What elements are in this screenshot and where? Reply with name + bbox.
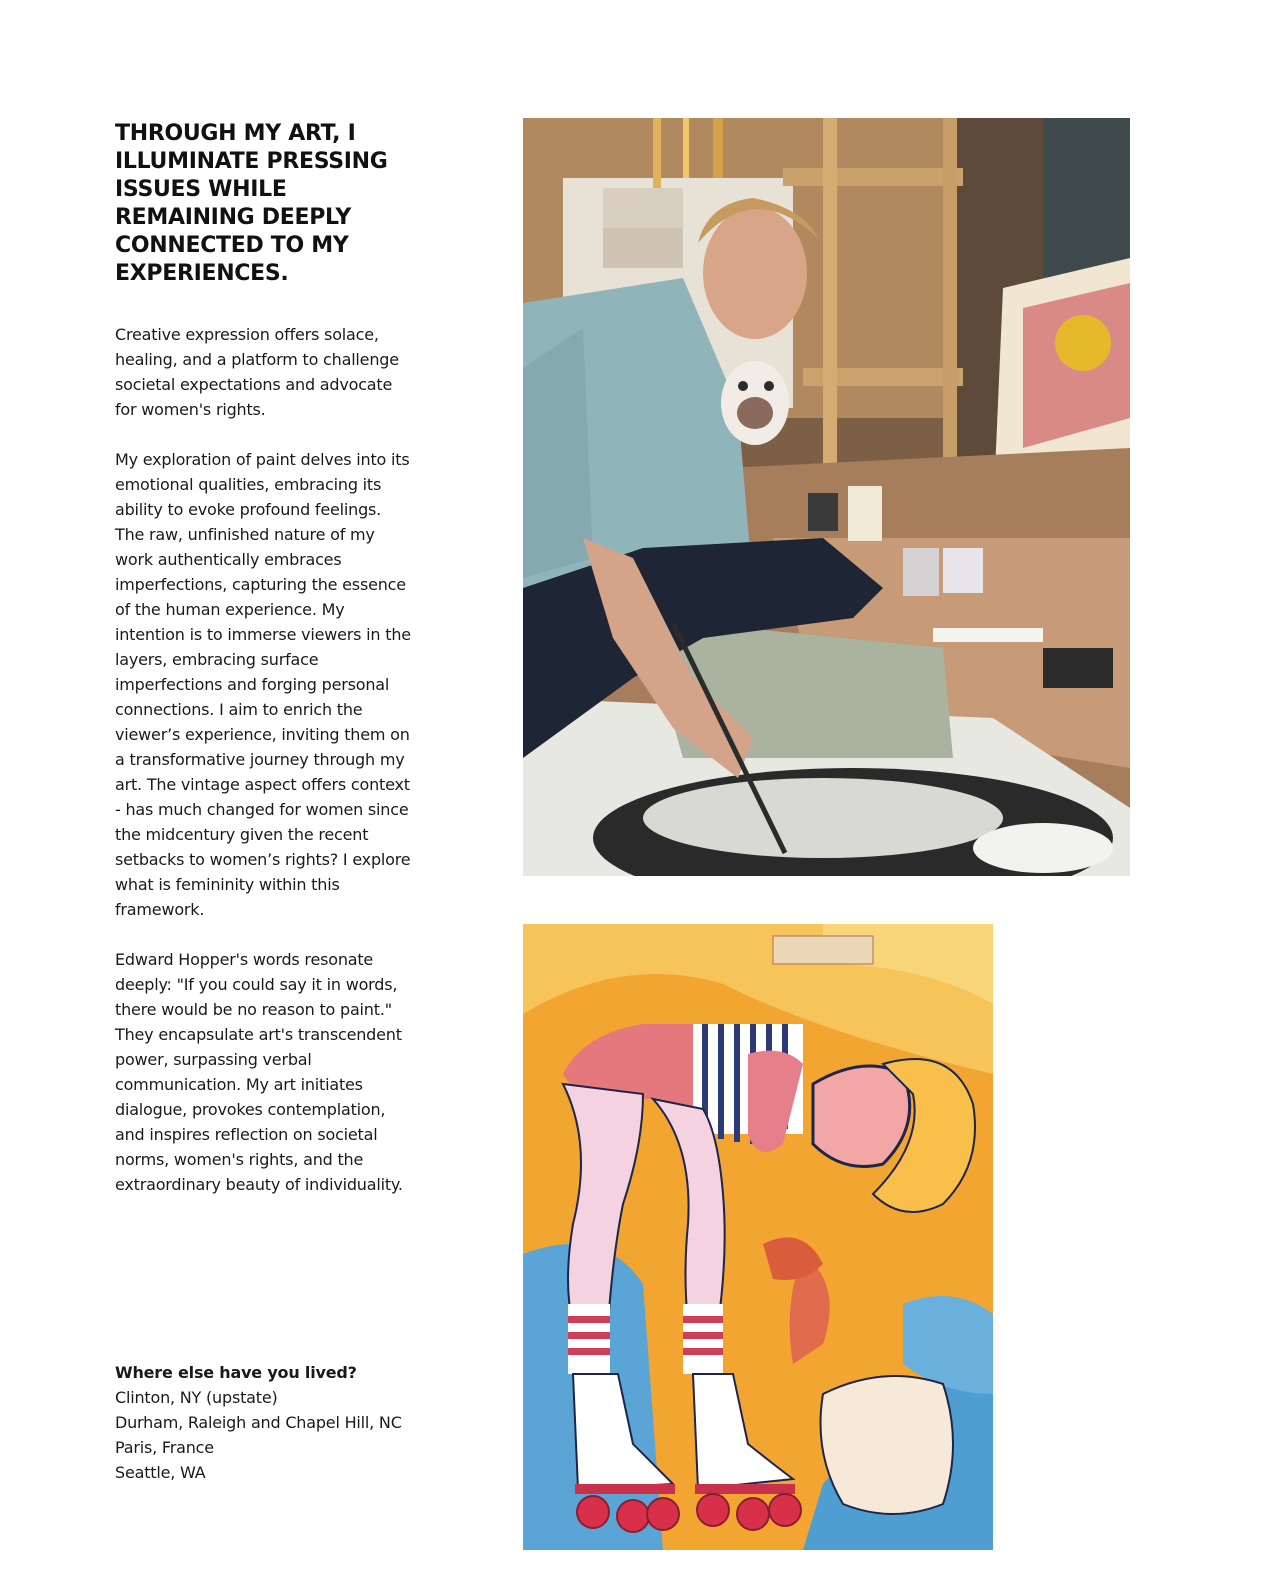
article-paragraph-1: Creative expression offers solace, healing, and a platform to challenge societal expectations and advocate for women's rights. [115, 325, 399, 419]
painting-illustration [523, 924, 993, 1550]
painting-artwork [523, 924, 993, 1550]
artist-photo [523, 118, 1130, 876]
artist-photo-illustration [523, 118, 1130, 876]
lived-question: Where else have you lived? [115, 1363, 357, 1382]
article-paragraph-2: My exploration of paint delves into its emotional qualities, embracing its ability to evoke profound feelings. The raw, unfinished nature of my work authentically embraces imperfections, capturing the essence of the human experience. My intention is to immerse viewers in the layers, embracing surface imperfections and forging personal connections. I aim to enrich the viewer’s experience, inviting them on a transformative journey through my art. The vintage aspect offers context - has much changed for women since the midcentury given the recent setbacks to women’s rights? I explore what is femininity within this framework. [115, 450, 411, 919]
lived-section [115, 1360, 435, 1485]
lived-place: Durham, Raleigh and Chapel Hill, NC [115, 1413, 402, 1432]
lived-place: Seattle, WA [115, 1463, 206, 1482]
article-text-column [115, 120, 415, 1197]
article-paragraph-3: Edward Hopper's words resonate deeply: "If you could say it in words, there would be no reason to paint." They encapsulate art's transcendent power, surpassing verbal communication. My art initiates dialogue, provokes contemplation, and inspires reflection on societal norms, women's rights, and the extraordinary beauty of individuality. [115, 950, 403, 1194]
lived-places-list [115, 1385, 435, 1485]
lived-place: Paris, France [115, 1438, 214, 1457]
lived-place: Clinton, NY (upstate) [115, 1388, 278, 1407]
article-heading: THROUGH MY ART, I ILLUMINATE PRESSING ISSUES WHILE REMAINING DEEPLY CONNECTED TO MY EXPERIENCES. [115, 121, 388, 286]
